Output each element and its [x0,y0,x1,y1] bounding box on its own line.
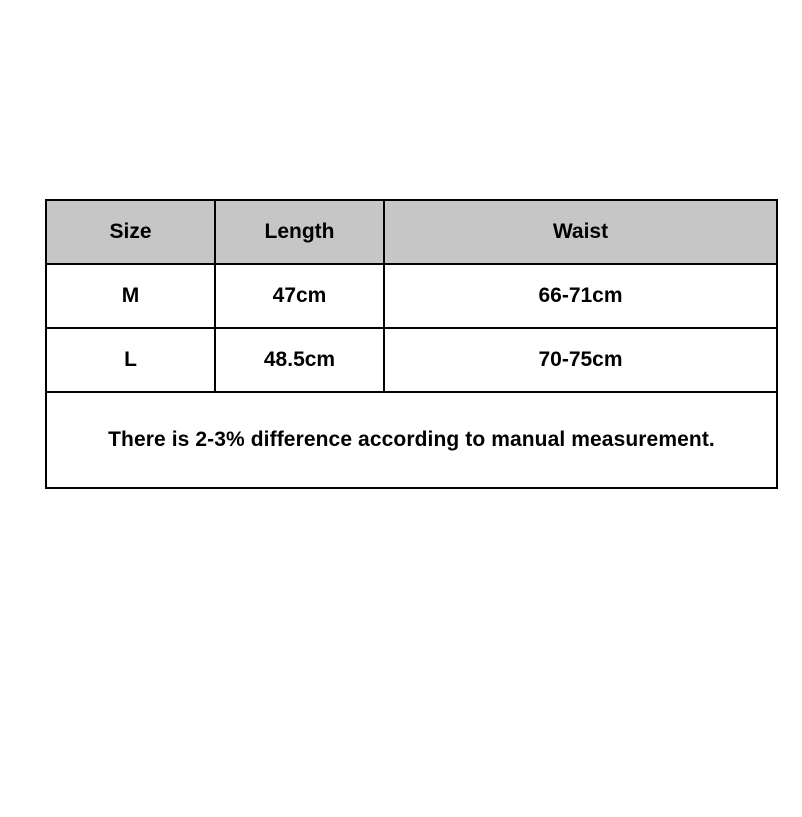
measurement-note: There is 2-3% difference according to manual measurement. [46,392,777,488]
table-row [46,264,777,328]
cell-waist: 66-71cm [384,264,777,328]
header-length: Length [215,200,384,264]
cell-waist: 70-75cm [384,328,777,392]
cell-length: 48.5cm [215,328,384,392]
cell-size: M [46,264,215,328]
table-row [46,328,777,392]
table-header-row [46,200,777,264]
cell-size: L [46,328,215,392]
header-waist: Waist [384,200,777,264]
cell-length: 47cm [215,264,384,328]
header-size: Size [46,200,215,264]
size-chart-table [45,199,778,489]
note-row [46,392,777,488]
